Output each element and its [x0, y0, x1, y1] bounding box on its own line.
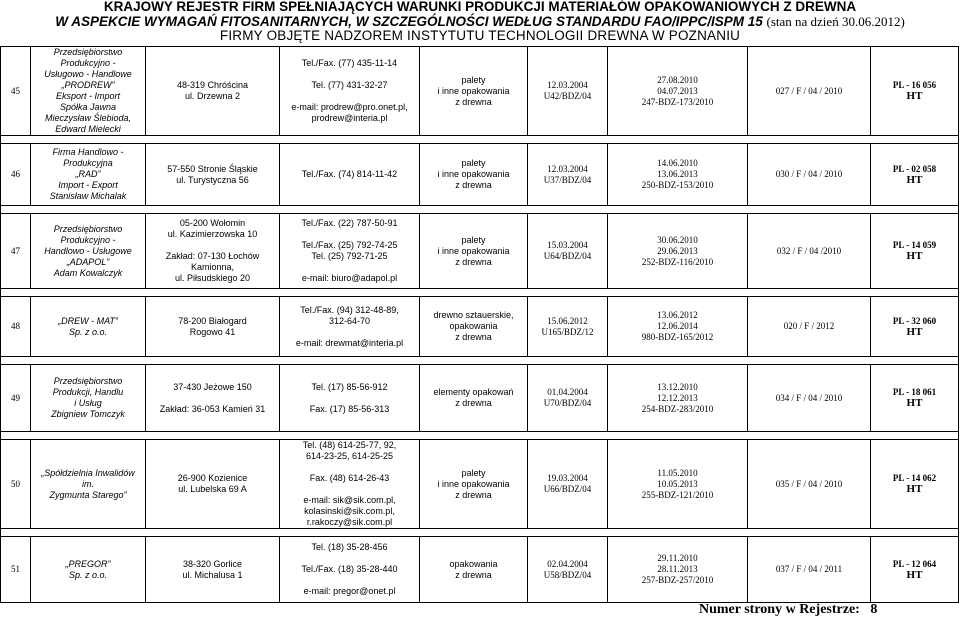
- contact-line: [282, 553, 417, 564]
- register-subtitle: [0, 14, 960, 29]
- certificate: [608, 297, 748, 357]
- contact-line: [282, 262, 417, 273]
- row-spacer-cell: [1, 136, 959, 144]
- certificate-line: 12.06.2014: [657, 321, 698, 331]
- contact-info: [280, 365, 420, 432]
- row-spacer-cell: [1, 357, 959, 365]
- row-spacer: [1, 289, 959, 297]
- ispm-mark-code: PL - 14 059: [892, 240, 937, 250]
- firm-name-line: Spółka Jawna: [59, 102, 117, 112]
- ispm-mark-code: PL - 18 061: [892, 387, 937, 397]
- product-kind-line: palety: [461, 467, 486, 478]
- address-line: ul. Drzewna 2: [184, 91, 241, 101]
- contact-line: Tel. (48) 614-25-77, 92,: [302, 440, 397, 450]
- contact-line: [282, 575, 417, 586]
- product-kind-line: palety: [461, 234, 486, 245]
- address-line: 48-319 Chróścina: [176, 80, 249, 90]
- registration-number: U37/BDZ/04: [543, 174, 592, 185]
- contact-line: [282, 91, 417, 102]
- ispm-mark: [871, 365, 959, 432]
- firm-name-line: Sp. z o.o.: [68, 569, 108, 580]
- certificate-line: 252-BDZ-116/2010: [641, 256, 714, 267]
- firm-name-line: Import - Export: [58, 180, 118, 190]
- certificate-line: 11.05.2010: [657, 467, 698, 478]
- row-spacer-cell: [1, 206, 959, 214]
- row-number: 49: [1, 365, 31, 432]
- address-line: Rogowo 41: [189, 326, 236, 337]
- certificate-line: 13.12.2010: [657, 381, 698, 392]
- firm-name-line: „PREGOR”: [65, 558, 111, 569]
- row-spacer-cell: [1, 529, 959, 537]
- firm-name-line: Handlowo - Usługowe: [44, 245, 132, 256]
- address-line: 38-320 Gorlice: [182, 558, 243, 569]
- product-kind-line: z drewna: [455, 489, 492, 500]
- firm-name-line: Produkcji, Handlu: [52, 387, 124, 397]
- address-line: ul. Kazimierzowska 10: [167, 229, 258, 239]
- approval-number: 032 / F / 04 /2010: [748, 214, 871, 289]
- product-kind-line: drewno sztauerskie,: [433, 310, 514, 320]
- approval-number: 035 / F / 04 / 2010: [748, 440, 871, 529]
- product-kind-line: palety: [461, 158, 486, 168]
- certificate: [608, 537, 748, 603]
- certificate: [608, 144, 748, 206]
- certificate-line: 13.06.2012: [657, 310, 698, 320]
- address-line: 57-550 Stronie Śląskie: [167, 163, 258, 174]
- firm-name-line: Adam Kowalczyk: [53, 267, 123, 278]
- ispm-mark: [871, 144, 959, 206]
- ispm-mark: [871, 47, 959, 136]
- contact-line: Tel./Fax. (74) 814-11-42: [301, 169, 398, 179]
- address-line: 37-430 Jeżowe 150: [173, 381, 252, 392]
- product-kind: [420, 47, 528, 136]
- firm-name-line: Produkcyjno -: [60, 234, 116, 245]
- product-kind-line: opakowania: [449, 558, 498, 569]
- registration: [528, 47, 608, 136]
- ispm-treatment-ht: HT: [906, 90, 923, 102]
- address-line: Kamionna,: [190, 262, 235, 272]
- firm-address: [146, 537, 280, 603]
- address-line: [148, 240, 277, 251]
- contact-line: 312-64-70: [328, 315, 371, 326]
- contact-line: e-mail: pregor@onet.pl: [303, 586, 396, 596]
- contact-line: 614-23-25, 614-25-25: [305, 451, 394, 461]
- contact-line: Tel./Fax. (77) 435-11-14: [301, 58, 398, 68]
- address-line: ul. Piłsudskiego 20: [174, 273, 251, 283]
- contact-line: kolasinski@sik.com.pl,: [304, 506, 395, 516]
- page-number-footer: [699, 602, 877, 618]
- registration-date: 15.06.2012: [547, 315, 588, 326]
- approval-number: 030 / F / 04 / 2010: [748, 144, 871, 206]
- contact-line: [282, 69, 417, 80]
- contact-line: Tel. (25) 792-71-25: [311, 251, 388, 261]
- register-title: KRAJOWY REJESTR FIRM SPEŁNIAJĄCYCH WARUNKI PRODUKCJI MATERIAŁÓW OPAKOWANIOWYCH Z DREWNA: [103, 0, 857, 14]
- contact-info: [280, 144, 420, 206]
- table-row: [1, 440, 959, 529]
- product-kind-line: i inne opakowania: [437, 245, 510, 256]
- certificate-line: 257-BDZ-257/2010: [641, 575, 714, 585]
- firm-name-line: „PRODREW”: [61, 80, 115, 90]
- firm-name-line: Firma Handlowo -: [52, 147, 124, 157]
- page-number-value: 8: [870, 602, 878, 617]
- certificate-line: 30.06.2010: [657, 234, 698, 245]
- certificate-line: 10.05.2013: [657, 478, 698, 489]
- product-kind-line: i inne opakowania: [437, 169, 510, 179]
- contact-line: [282, 484, 417, 495]
- firm-name-line: Zygmunta Starego”: [49, 489, 127, 500]
- registration-date: 12.03.2004: [547, 80, 588, 90]
- product-kind: [420, 297, 528, 357]
- ispm-mark-code: PL - 32 060: [892, 315, 937, 326]
- certificate-line: 29.11.2010: [657, 553, 698, 563]
- table-row: [1, 537, 959, 603]
- registration-number: U42/BDZ/04: [543, 91, 592, 101]
- certificate-line: 254-BDZ-283/2010: [641, 403, 714, 414]
- contact-line: Tel. (77) 431-32-27: [311, 80, 388, 90]
- firm-name-line: Produkcyjno -: [60, 58, 116, 68]
- row-spacer-cell: [1, 432, 959, 440]
- contact-line: Tel./Fax. (25) 792-74-25: [301, 240, 398, 250]
- contact-line: [282, 462, 417, 473]
- address-line: Zakład: 36-053 Kamień 31: [159, 403, 266, 414]
- contact-line: Tel./Fax. (18) 35-28-440: [301, 564, 398, 574]
- certificate: [608, 214, 748, 289]
- firm-name-line: Eksport - Import: [55, 91, 120, 101]
- address-line: ul. Turystyczna 56: [176, 174, 249, 185]
- firm-name-line: Przedsiębiorstwo: [53, 376, 123, 386]
- product-kind: [420, 440, 528, 529]
- certificate-line: 12.12.2013: [657, 392, 698, 403]
- row-spacer: [1, 529, 959, 537]
- contact-line: Tel. (18) 35-28-456: [311, 542, 388, 552]
- product-kind-line: palety: [461, 74, 486, 85]
- ispm-mark-code: PL - 02 058: [892, 163, 937, 174]
- contact-info: [280, 47, 420, 136]
- registration-number: U165/BDZ/12: [541, 326, 594, 337]
- firm-address: [146, 47, 280, 136]
- ispm-treatment-ht: HT: [906, 483, 923, 495]
- contact-line: e-mail: biuro@adapol.pl: [301, 273, 398, 283]
- ispm-mark: [871, 297, 959, 357]
- contact-line: e-mail: drewmat@interia.pl: [295, 337, 404, 348]
- ispm-mark-code: PL - 16 056: [892, 80, 937, 90]
- address-line: Zakład: 07-130 Łochów: [165, 251, 260, 261]
- approval-number: 027 / F / 04 / 2010: [748, 47, 871, 136]
- firm-name-line: „RAD”: [75, 169, 101, 179]
- product-kind-line: z drewna: [455, 332, 492, 342]
- registration: [528, 214, 608, 289]
- ispm-mark: [871, 440, 959, 529]
- registration-number: U66/BDZ/04: [543, 484, 592, 494]
- product-kind-line: z drewna: [455, 180, 492, 190]
- ispm-treatment-ht: HT: [906, 325, 923, 338]
- registration: [528, 365, 608, 432]
- firm-name: [31, 537, 146, 603]
- document-header: [0, 0, 960, 43]
- firm-name-line: Przedsiębiorstwo: [53, 223, 123, 234]
- ispm-treatment-ht: HT: [906, 568, 923, 581]
- contact-line: Tel. (17) 85-56-912: [311, 381, 388, 392]
- firm-address: [146, 440, 280, 529]
- contact-line: r.rakoczy@sik.com.pl: [306, 517, 393, 527]
- contact-line: Tel./Fax. (94) 312-48-89,: [300, 304, 399, 315]
- contact-info: [280, 214, 420, 289]
- register-table: [0, 46, 959, 603]
- product-kind-line: i inne opakowania: [437, 85, 510, 96]
- row-number: 48: [1, 297, 31, 357]
- certificate-line: 250-BDZ-153/2010: [641, 180, 714, 190]
- page-number-label: Numer strony w Rejestrze:: [699, 602, 860, 617]
- table-row: [1, 47, 959, 136]
- row-spacer-cell: [1, 289, 959, 297]
- certificate-line: 247-BDZ-173/2010: [641, 96, 714, 107]
- row-number: 45: [1, 47, 31, 136]
- register-supervision-line: FIRMY OBJĘTE NADZOREM INSTYTUTU TECHNOLOGII DREWNA W POZNANIU: [219, 28, 741, 43]
- certificate-line: 255-BDZ-121/2010: [641, 489, 714, 500]
- registration: [528, 297, 608, 357]
- product-kind-line: z drewna: [455, 96, 492, 107]
- registration-date: 12.03.2004: [547, 163, 588, 174]
- certificate-line: 04.07.2013: [657, 85, 698, 96]
- product-kind-line: i inne opakowania: [437, 478, 510, 489]
- firm-address: [146, 214, 280, 289]
- ispm-mark-code: PL - 12 064: [892, 558, 937, 569]
- address-line: ul. Michalusa 1: [182, 569, 243, 580]
- firm-name: [31, 365, 146, 432]
- registration-number: U70/BDZ/04: [543, 398, 592, 408]
- firm-name-line: i Usług: [74, 398, 102, 408]
- contact-line: Fax. (48) 614-26-43: [309, 473, 390, 483]
- contact-line: [282, 327, 417, 338]
- table-row: [1, 214, 959, 289]
- contact-info: [280, 440, 420, 529]
- firm-name-line: Stanisław Michalak: [49, 191, 127, 201]
- ispm-mark-code: PL - 14 062: [892, 473, 937, 483]
- product-kind-line: z drewna: [455, 256, 492, 267]
- registration-date: 15.03.2004: [547, 240, 588, 250]
- registration-date: 02.04.2004: [547, 558, 588, 569]
- product-kind-line: elementy opakowań: [433, 387, 514, 397]
- contact-line: e-mail: sik@sik.com.pl,: [303, 495, 396, 505]
- ispm-mark: [871, 537, 959, 603]
- registration-number: U58/BDZ/04: [543, 569, 592, 580]
- firm-name-line: Sp. z o.o.: [68, 326, 108, 337]
- certificate: [608, 440, 748, 529]
- row-number: 51: [1, 537, 31, 603]
- approval-number: 037 / F / 04 / 2011: [748, 537, 871, 603]
- firm-name-line: „Spółdzielnia Inwalidów: [41, 467, 135, 478]
- firm-name: [31, 144, 146, 206]
- contact-info: [280, 297, 420, 357]
- contact-info: [280, 537, 420, 603]
- ispm-mark: [871, 214, 959, 289]
- ispm-treatment-ht: HT: [906, 397, 923, 409]
- certificate-line: 29.06.2013: [657, 245, 698, 256]
- certificate-line: 980-BDZ-165/2012: [641, 332, 714, 342]
- certificate: [608, 365, 748, 432]
- product-kind: [420, 365, 528, 432]
- approval-number: 034 / F / 04 / 2010: [748, 365, 871, 432]
- row-spacer: [1, 136, 959, 144]
- firm-name-line: Edward Mielecki: [55, 124, 121, 134]
- firm-address: [146, 365, 280, 432]
- ispm-treatment-ht: HT: [906, 250, 923, 262]
- registration: [528, 440, 608, 529]
- firm-name-line: Przedsiębiorstwo: [53, 47, 123, 57]
- firm-name-line: im.: [82, 478, 94, 489]
- ispm-treatment-ht: HT: [906, 173, 923, 186]
- row-number: 50: [1, 440, 31, 529]
- address-line: 26-900 Kozienice: [177, 473, 248, 483]
- firm-name: [31, 214, 146, 289]
- firm-name-line: Produkcyjna: [63, 158, 113, 168]
- row-number: 46: [1, 144, 31, 206]
- firm-name-line: „ADAPOL”: [66, 256, 110, 267]
- registration-date: 01.04.2004: [547, 387, 588, 397]
- row-number: 47: [1, 214, 31, 289]
- row-spacer: [1, 357, 959, 365]
- contact-line: prodrew@interia.pl: [311, 113, 388, 123]
- firm-name-line: Usługowo - Handlowe: [44, 69, 132, 79]
- contact-line: Tel./Fax. (22) 787-50-91: [301, 218, 398, 228]
- table-row: [1, 144, 959, 206]
- firm-name: [31, 297, 146, 357]
- product-kind: [420, 537, 528, 603]
- product-kind: [420, 214, 528, 289]
- contact-line: Fax. (17) 85-56-313: [309, 403, 390, 414]
- table-row: [1, 297, 959, 357]
- certificate-line: 13.06.2013: [657, 169, 698, 179]
- product-kind-line: z drewna: [455, 569, 492, 580]
- registration: [528, 144, 608, 206]
- registration-date: 19.03.2004: [547, 473, 588, 483]
- firm-name-line: „DREW - MAT”: [58, 315, 118, 326]
- table-row: [1, 365, 959, 432]
- contact-line: e-mail: prodrew@pro.onet.pl,: [291, 102, 408, 112]
- register-subtitle-text: W ASPEKCIE WYMAGAŃ FITOSANITARNYCH, W SZCZEGÓLNOŚCI WEDŁUG STANDARDU FAO/IPPC/ISPM 15: [55, 14, 763, 29]
- registration: [528, 537, 608, 603]
- row-spacer: [1, 206, 959, 214]
- product-kind: [420, 144, 528, 206]
- contact-line: [282, 393, 417, 404]
- address-line: [148, 393, 277, 404]
- row-spacer: [1, 432, 959, 440]
- firm-name: [31, 47, 146, 136]
- address-line: 05-200 Wołomin: [179, 218, 246, 228]
- register-date: (stan na dzień 30.06.2012): [766, 14, 905, 29]
- certificate-line: 27.08.2010: [657, 74, 698, 85]
- firm-address: [146, 297, 280, 357]
- register-table-body: [1, 47, 959, 603]
- product-kind-line: opakowania: [449, 321, 498, 331]
- address-line: 78-200 Białogard: [178, 315, 247, 326]
- approval-number: 020 / F / 2012: [748, 297, 871, 357]
- certificate-line: 28.11.2013: [657, 564, 698, 574]
- certificate-line: 14.06.2010: [657, 158, 698, 168]
- certificate: [608, 47, 748, 136]
- firm-address: [146, 144, 280, 206]
- firm-name-line: Mieczysław Ślebioda,: [44, 113, 132, 123]
- address-line: ul. Lubelska 69 A: [178, 484, 247, 494]
- contact-line: [282, 229, 417, 240]
- registration-number: U64/BDZ/04: [543, 251, 592, 261]
- product-kind-line: z drewna: [455, 398, 492, 408]
- firm-name-line: Zbigniew Tomczyk: [51, 409, 125, 419]
- firm-name: [31, 440, 146, 529]
